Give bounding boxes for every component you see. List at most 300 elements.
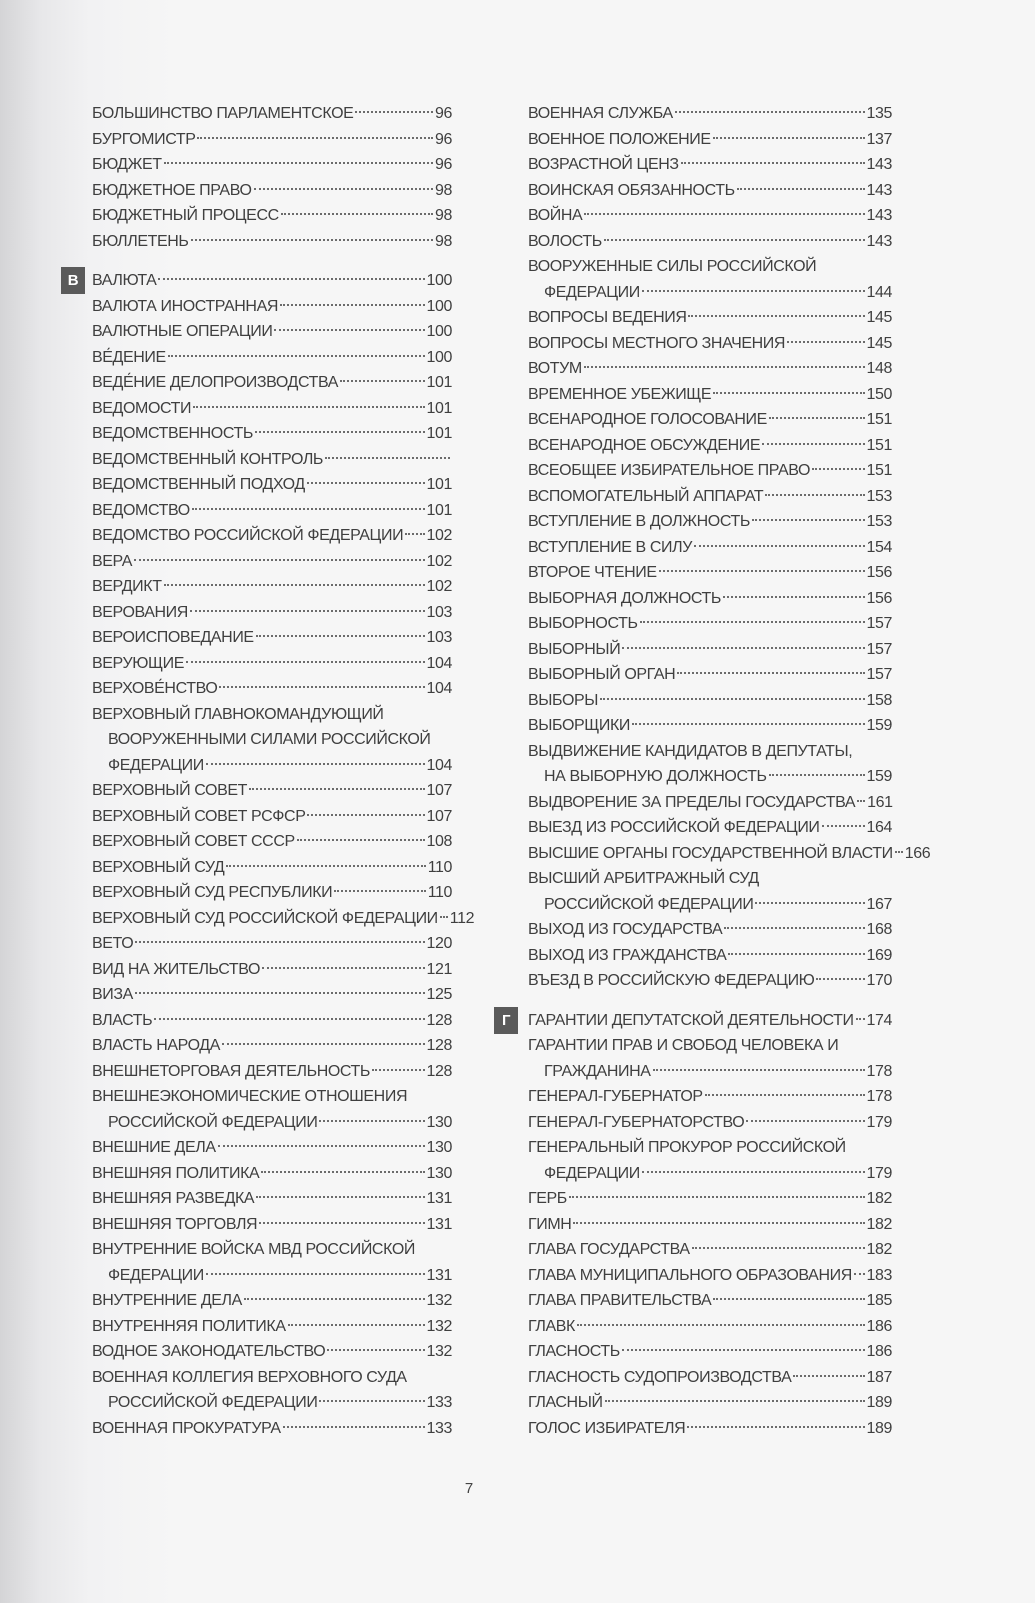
index-term: ВИД НА ЖИТЕЛЬСТВО [92, 960, 261, 978]
dot-leader [218, 1145, 425, 1147]
index-page-number: 157 [866, 640, 892, 658]
index-page-number: 130 [426, 1139, 452, 1156]
page-number: 7 [464, 1480, 474, 1497]
index-term: ВЕ́ДЕНИЕ [92, 348, 166, 366]
dot-leader [765, 494, 864, 496]
index-entry [528, 382, 892, 408]
index-entry [92, 1135, 452, 1161]
index-entry [528, 1416, 892, 1442]
index-term: ВОЛОСТЬ [528, 232, 602, 250]
index-entry [92, 625, 452, 651]
index-page-number: 186 [866, 1343, 892, 1360]
index-entry [528, 127, 892, 153]
index-term: ГЕРБ [528, 1190, 567, 1207]
index-term: ГЕНЕРАЛЬНЫЙ ПРОКУРОР РОССИЙСКОЙ [528, 1139, 846, 1156]
index-entry [528, 866, 892, 892]
index-term: ВЕДОМСТВЕННЫЙ КОНТРОЛЬ [92, 450, 324, 468]
index-term: ГРАЖДАНИНА [544, 1062, 651, 1080]
index-entry [92, 651, 452, 677]
index-term: РОССИЙСКОЙ ФЕДЕРАЦИИ [108, 1394, 318, 1411]
index-term: ВЫСШИЙ АРБИТРАЖНЫЙ СУД [528, 870, 759, 887]
index-term: ВОЗРАСТНОЙ ЦЕНЗ [528, 156, 679, 173]
index-page-number: 182 [866, 1190, 892, 1207]
index-term: ВЕРХОВНЫЙ СОВЕТ [92, 782, 247, 799]
dot-leader [297, 839, 425, 841]
dot-leader [325, 457, 450, 459]
dot-leader [164, 584, 425, 586]
dot-leader [762, 443, 864, 445]
index-term: ВЛАСТЬ [92, 1011, 153, 1029]
index-page-number: 96 [435, 105, 452, 122]
dot-leader [822, 825, 865, 827]
index-term: ВНЕШНЯЯ ТОРГОВЛЯ [92, 1215, 258, 1233]
dot-leader [622, 647, 864, 649]
index-term: ВЕДОМСТВО [92, 501, 190, 519]
index-entry [92, 957, 452, 983]
index-entry [92, 178, 452, 204]
index-page-number: 156 [866, 564, 892, 581]
index-entry-continuation [528, 1161, 892, 1187]
index-page-number: 103 [426, 629, 452, 646]
index-term: ВЫБОРНОСТЬ [528, 615, 638, 632]
index-entry [528, 815, 892, 841]
dot-leader [164, 162, 433, 164]
index-entry [528, 203, 892, 229]
index-term: ВОПРОСЫ МЕСТНОГО ЗНАЧЕНИЯ [528, 334, 786, 352]
index-term: ВЕРДИКТ [92, 578, 162, 595]
dot-leader [319, 1400, 424, 1402]
dot-leader [687, 1426, 864, 1428]
index-page-number: 170 [866, 972, 892, 989]
index-page-number: 145 [866, 334, 892, 352]
index-term: ВЕРУЮЩИЕ [92, 654, 184, 672]
index-entry [528, 433, 892, 459]
index-entry [528, 509, 892, 535]
index-entry [92, 1161, 452, 1187]
dot-leader [222, 1043, 424, 1045]
dot-leader [642, 1171, 865, 1173]
index-page-number: 121 [426, 960, 452, 978]
index-term: ВОТУМ [528, 360, 582, 377]
index-term: БУРГОМИСТР [92, 130, 196, 148]
index-term: ВОЕННАЯ ПРОКУРАТУРА [92, 1419, 281, 1437]
index-term: ВЫСШИЕ ОРГАНЫ ГОСУДАРСТВЕННОЙ ВЛАСТИ [528, 844, 893, 862]
index-term: ВОЕННАЯ СЛУЖБА [528, 105, 673, 122]
index-page-number: 157 [866, 615, 892, 632]
index-page-number: 110 [427, 884, 452, 901]
index-page-number: 182 [866, 1241, 892, 1258]
dot-leader [355, 111, 433, 113]
index-term: ВНЕШНИЕ ДЕЛА [92, 1139, 216, 1156]
dot-leader [440, 916, 448, 918]
index-page-number: 130 [426, 1113, 452, 1131]
dot-leader [755, 902, 864, 904]
index-entry [92, 982, 452, 1008]
dot-leader [283, 1426, 425, 1428]
index-term: БЮЛЛЕТЕНЬ [92, 232, 189, 250]
dot-leader [206, 1273, 425, 1275]
index-page-number: 153 [866, 487, 892, 505]
index-page-number: 182 [866, 1215, 892, 1233]
index-entry [528, 1339, 892, 1365]
dot-leader [640, 621, 865, 623]
index-entry [92, 1059, 452, 1085]
index-term: ГИМН [528, 1215, 572, 1233]
index-page-number: 143 [866, 156, 892, 173]
dot-leader [168, 355, 425, 357]
index-page-number: 158 [866, 691, 892, 709]
index-page-number: 112 [449, 909, 475, 927]
index-term: ВЪЕЗД В РОССИЙСКУЮ ФЕДЕРАЦИЮ [528, 972, 815, 989]
index-page-number: 159 [866, 717, 892, 734]
section-gap [528, 994, 892, 1008]
index-entry [92, 370, 452, 396]
index-entry [528, 662, 892, 688]
index-page-number: 151 [866, 436, 892, 454]
index-page-number: 96 [435, 130, 452, 148]
index-term: ВНУТРЕННЯЯ ПОЛИТИКА [92, 1317, 286, 1335]
index-page-number: 104 [426, 756, 452, 774]
index-page-number: 154 [866, 538, 892, 556]
index-term: ВАЛЮТА [92, 272, 157, 289]
index-entry [67, 268, 452, 294]
dot-leader [659, 570, 865, 572]
index-term: ГЛАВА ГОСУДАРСТВА [528, 1241, 690, 1258]
dot-leader [281, 213, 433, 215]
dot-leader [856, 1018, 865, 1020]
index-term: ВЫХОД ИЗ ГРАЖДАНСТВА [528, 946, 727, 964]
index-entry [528, 331, 892, 357]
dot-leader [816, 978, 864, 980]
index-page-number: 133 [426, 1394, 452, 1411]
index-entry [528, 1212, 892, 1238]
index-page-number: 178 [866, 1062, 892, 1080]
index-entry [92, 1212, 452, 1238]
dot-leader [605, 1400, 865, 1402]
index-page-number: 183 [866, 1266, 892, 1284]
index-term: ГАРАНТИИ ПРАВ И СВОБОД ЧЕЛОВЕКА И [528, 1037, 839, 1054]
dot-leader [307, 482, 425, 484]
index-page-number: 174 [866, 1011, 892, 1029]
dot-leader [244, 1298, 425, 1300]
index-page-number: 132 [426, 1317, 452, 1335]
index-page-number: 169 [866, 946, 892, 964]
index-page-number: 131 [426, 1215, 452, 1233]
index-entry [92, 1008, 452, 1034]
index-page-number: 187 [866, 1368, 892, 1386]
dot-leader [895, 851, 903, 853]
dot-leader [746, 1120, 864, 1122]
index-page-number: 131 [426, 1190, 452, 1207]
index-page-number: 179 [866, 1113, 892, 1131]
index-page-number: 128 [426, 1062, 452, 1080]
index-entry [528, 1390, 892, 1416]
index-entry [528, 1186, 892, 1212]
index-entry [92, 1186, 452, 1212]
index-term: ВООРУЖЕННЫМИ СИЛАМИ РОССИЙСКОЙ [108, 731, 431, 748]
index-term: ВЕДОМОСТИ [92, 399, 192, 417]
index-page-number: 157 [866, 666, 892, 683]
index-page-number: 100 [426, 323, 452, 340]
index-page-number: 135 [866, 105, 892, 122]
index-page-number: 153 [866, 513, 892, 530]
index-page-number: 133 [426, 1419, 452, 1437]
index-entry [528, 841, 931, 867]
index-page-number: 185 [866, 1292, 892, 1309]
index-term: ВАЛЮТНЫЕ ОПЕРАЦИИ [92, 323, 273, 340]
index-entry [92, 702, 452, 728]
index-entry [528, 1110, 892, 1136]
index-page-number: 98 [435, 232, 452, 250]
index-term: ВНЕШНЕЭКОНОМИЧЕСКИЕ ОТНОШЕНИЯ [92, 1088, 408, 1105]
index-entry [528, 407, 892, 433]
index-term: ВНУТРЕННИЕ ДЕЛА [92, 1292, 242, 1309]
index-term: ВЕДЕ́НИЕ ДЕЛОПРОИЗВОДСТВА [92, 374, 338, 391]
index-entry [92, 676, 452, 702]
index-entry [528, 611, 892, 637]
dot-leader [854, 1273, 865, 1275]
index-term: НА ВЫБОРНУЮ ДОЛЖНОСТЬ [544, 768, 767, 785]
index-page-number: 101 [426, 476, 452, 493]
index-page-number: 128 [426, 1037, 452, 1054]
index-entry [528, 305, 892, 331]
index-entry [92, 1339, 452, 1365]
index-page-number: 100 [426, 348, 452, 366]
index-page-number: 98 [435, 181, 452, 199]
dot-leader [812, 468, 864, 470]
index-page-number: 102 [426, 527, 452, 544]
dot-leader [288, 1324, 425, 1326]
index-page-number: 128 [426, 1011, 452, 1029]
index-term: ВЫДВИЖЕНИЕ КАНДИДАТОВ В ДЕПУТАТЫ, [528, 742, 853, 760]
index-term: ВЕРХОВНЫЙ СОВЕТ РСФСР [92, 807, 306, 825]
index-term: ГАРАНТИИ ДЕПУТАТСКОЙ ДЕЯТЕЛЬНОСТИ [528, 1011, 854, 1029]
index-page-number: 132 [426, 1292, 452, 1309]
dot-leader [577, 1324, 865, 1326]
index-entry [92, 1084, 452, 1110]
dot-leader [569, 1196, 865, 1198]
index-term: ВНЕШНЕТОРГОВАЯ ДЕЯТЕЛЬНОСТЬ [92, 1062, 370, 1080]
dot-leader [340, 380, 425, 382]
index-term: ВЫБОРНЫЙ [528, 640, 621, 658]
index-page-number: 104 [426, 654, 452, 672]
index-term: ВРЕМЕННОЕ УБЕЖИЩЕ [528, 385, 712, 403]
index-page-number: 156 [866, 589, 892, 607]
index-page-number: 168 [866, 921, 892, 938]
dot-leader [857, 800, 865, 802]
index-term: ГЛАВА ПРАВИТЕЛЬСТВА [528, 1292, 712, 1309]
index-entry [528, 1288, 892, 1314]
index-entry [92, 931, 452, 957]
dot-leader [135, 992, 425, 994]
dot-leader [307, 814, 424, 816]
index-entry [92, 229, 452, 255]
index-page-number: 101 [426, 374, 452, 391]
dot-leader [261, 1171, 424, 1173]
dot-leader [723, 596, 865, 598]
index-term: ФЕДЕРАЦИИ [108, 756, 204, 774]
index-term: ГЛАСНОСТЬ СУДОПРОИЗВОДСТВА [528, 1368, 792, 1386]
index-entry [92, 101, 452, 127]
index-page-number: 103 [426, 603, 452, 621]
section-letter-marker: В [61, 267, 85, 294]
dot-leader [584, 213, 864, 215]
dot-leader [694, 545, 865, 547]
index-entry [92, 152, 452, 178]
dot-leader [254, 188, 434, 190]
index-column-right [501, 101, 931, 1441]
index-entry [92, 523, 452, 549]
index-entry [92, 396, 452, 422]
dot-leader [705, 1094, 865, 1096]
index-entry-continuation [528, 892, 892, 918]
dot-leader [688, 315, 864, 317]
index-page-number: 151 [866, 411, 892, 428]
index-term: ВЕДОМСТВЕННЫЙ ПОДХОД [92, 476, 305, 493]
dot-leader [249, 788, 425, 790]
index-page-number: 186 [866, 1317, 892, 1335]
index-page-number: 144 [866, 283, 892, 301]
index-term: ГЕНЕРАЛ-ГУБЕРНАТОРСТВО [528, 1113, 745, 1131]
index-page-number: 101 [426, 399, 452, 417]
dot-leader [675, 111, 865, 113]
dot-leader [226, 865, 425, 867]
index-page-number: 101 [426, 501, 452, 519]
index-entry [92, 1416, 452, 1442]
index-page-number: 137 [866, 130, 892, 148]
index-term: ВОЙНА [528, 207, 583, 224]
index-term: ФЕДЕРАЦИИ [544, 283, 640, 301]
index-page-number: 179 [866, 1164, 892, 1182]
index-entry [92, 600, 452, 626]
dot-leader [219, 686, 424, 688]
dot-leader [622, 1349, 865, 1351]
index-term: ВЫБОРНАЯ ДОЛЖНОСТЬ [528, 589, 721, 607]
index-page-number: 96 [435, 156, 452, 173]
index-term: ФЕДЕРАЦИИ [544, 1164, 640, 1182]
index-term: ВСТУПЛЕНИЕ В ДОЛЖНОСТЬ [528, 513, 750, 530]
index-entry [528, 1237, 892, 1263]
index-term: ГЛАВК [528, 1317, 575, 1335]
index-term: ВИЗА [92, 986, 133, 1003]
index-page-number: 107 [426, 807, 452, 825]
index-term: ФЕДЕРАЦИИ [108, 1266, 204, 1284]
dot-leader [642, 290, 865, 292]
dot-leader [681, 162, 865, 164]
dot-leader [334, 890, 425, 892]
dot-leader [769, 417, 865, 419]
index-entry-continuation [528, 764, 892, 790]
dot-leader [713, 137, 865, 139]
index-page-number: 167 [866, 895, 892, 913]
index-term: ВЫЕЗД ИЗ РОССИЙСКОЙ ФЕДЕРАЦИИ [528, 819, 820, 836]
index-term: БЮДЖЕТНЫЙ ПРОЦЕСС [92, 207, 279, 224]
index-page-number: 130 [426, 1164, 452, 1182]
dot-leader [632, 723, 865, 725]
index-term: БЮДЖЕТ [92, 156, 162, 173]
index-page-number: 189 [866, 1394, 892, 1411]
index-entry [528, 1263, 892, 1289]
index-entry [92, 319, 452, 345]
dot-leader [752, 519, 865, 521]
index-term: ВОИНСКАЯ ОБЯЗАННОСТЬ [528, 181, 735, 199]
dot-leader [206, 763, 425, 765]
index-entry [92, 778, 452, 804]
index-term: ВЕРХОВНЫЙ СУД РЕСПУБЛИКИ [92, 884, 333, 901]
index-entry [528, 1365, 892, 1391]
index-entry [528, 917, 892, 943]
index-entry-continuation [92, 1390, 452, 1416]
index-entry [92, 829, 452, 855]
dot-leader [584, 366, 865, 368]
index-term: БОЛЬШИНСТВО ПАРЛАМЕНТСКОЕ [92, 105, 354, 122]
index-page-number: 104 [426, 680, 452, 697]
dot-leader [255, 431, 425, 433]
index-page-number: 145 [866, 309, 892, 326]
index-term: ВТОРОЕ ЧТЕНИЕ [528, 564, 657, 581]
dot-leader [191, 239, 433, 241]
index-term: ВНУТРЕННИЕ ВОЙСКА МВД РОССИЙСКОЙ [92, 1241, 415, 1258]
index-page-number: 102 [426, 578, 452, 595]
index-term: ВЕТО [92, 935, 134, 952]
dot-leader [256, 635, 425, 637]
index-entry [92, 127, 452, 153]
index-entry [528, 458, 892, 484]
index-term: ГОЛОС ИЗБИРАТЕЛЯ [528, 1419, 686, 1437]
index-page-number: 161 [867, 793, 893, 811]
index-term: ВЕРОВАНИЯ [92, 603, 188, 621]
index-entry-continuation [92, 1110, 452, 1136]
index-entry [92, 804, 452, 830]
index-term: ВСТУПЛЕНИЕ В СИЛУ [528, 538, 692, 556]
dot-leader [573, 1222, 864, 1224]
dot-leader [262, 967, 424, 969]
index-entry [528, 968, 892, 994]
index-term: ГЛАСНОСТЬ [528, 1343, 620, 1360]
index-entry [528, 254, 892, 280]
dot-leader [677, 672, 864, 674]
dot-leader [190, 610, 425, 612]
index-page-number: 110 [427, 858, 452, 876]
index-term: ВЕРХОВЕ́НСТВО [92, 680, 218, 697]
index-page-number: 166 [904, 844, 931, 862]
index-term: ГЕНЕРАЛ-ГУБЕРНАТОР [528, 1088, 703, 1105]
index-entry-continuation [92, 727, 452, 753]
index-entry-continuation [528, 1059, 892, 1085]
index-entry [528, 1135, 892, 1161]
index-page-number: 189 [866, 1419, 892, 1437]
index-column-left [67, 101, 475, 1441]
index-entry [528, 1314, 892, 1340]
dot-leader [405, 533, 424, 535]
index-page-number: 143 [866, 181, 892, 199]
dot-leader [793, 1375, 864, 1377]
index-page-number: 132 [426, 1343, 452, 1360]
index-page-number: 131 [426, 1266, 452, 1284]
index-entry [528, 713, 892, 739]
dot-leader [327, 1349, 424, 1351]
index-entry [92, 574, 452, 600]
dot-leader [158, 278, 424, 280]
index-term: ВОЕННОЕ ПОЛОЖЕНИЕ [528, 130, 711, 148]
index-term: ВЫБОРЫ [528, 691, 599, 709]
dot-leader [728, 953, 864, 955]
dot-leader [274, 329, 424, 331]
index-term: ВСПОМОГАТЕЛЬНЫЙ АППАРАТ [528, 487, 764, 505]
index-page-number: 178 [866, 1088, 892, 1105]
dot-leader [135, 941, 424, 943]
index-entry [528, 152, 892, 178]
